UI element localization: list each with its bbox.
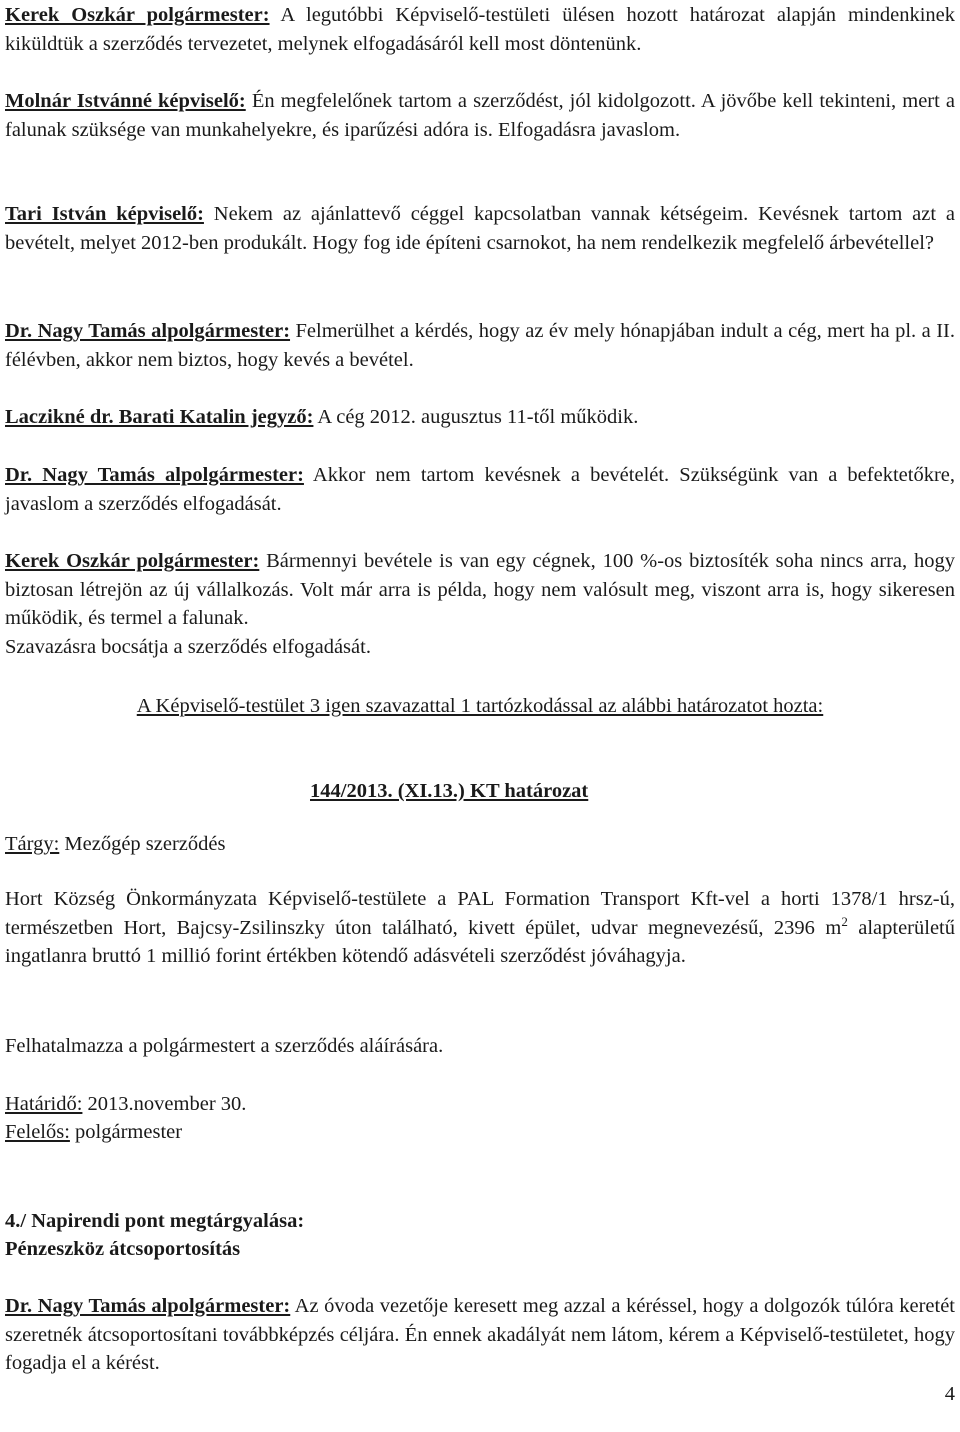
paragraph-nagy-3 — [5, 1292, 955, 1378]
speaker-label: Kerek Oszkár polgármester: — [5, 4, 270, 26]
paragraph-molnar — [5, 87, 955, 144]
speaker-label: Molnár Istvánné képviselő: — [5, 90, 246, 112]
agenda-heading: 4./ Napirendi pont megtárgyalása: — [5, 1210, 305, 1232]
paragraph-nagy-1 — [5, 317, 955, 374]
vote-call: Szavazásra bocsátja a szerződés elfogadását. — [5, 636, 371, 658]
resolution-body-text: Hort Község Önkormányzata Képviselő-testülete a PAL Formation Transport Kft-vel a horti 1378/1 hrsz-ú, természetben Hort, Bajcsy-Zsilinszky úton található, kivett épület, udvar megnevezésű, 2396 m — [5, 888, 955, 939]
vote-result-line: A Képviselő-testület 3 igen szavazattal 1 tartózkodással az alábbi határozatot hozta: — [136, 695, 824, 717]
paragraph-text: A legutóbbi Képviselő-testületi ülésen hozott határozat alapján mindenkinek kiküldtük a szerződés tervezetet, melynek elfogadásáról kell most döntenünk. — [5, 4, 955, 55]
paragraph-text: Az óvoda vezetője keresett meg azzal a kéréssel, hogy a dolgozók túlóra keretét szeretnék átcsoportosítani továbbképzés céljára. Én ennek akadályát nem látom, kérem a Képviselő-testületet, hogy fogadja el a kérést. — [5, 1295, 955, 1374]
paragraph-text: A cég 2012. augusztus 11-től működik. — [313, 406, 639, 428]
speaker-label: Dr. Nagy Tamás alpolgármester: — [5, 464, 304, 486]
deadline-value: 2013.november 30. — [82, 1093, 247, 1115]
responsible-label: Felelős: — [5, 1121, 70, 1143]
resolution-subject — [5, 830, 955, 859]
resolution-number: 144/2013. (XI.13.) KT határozat — [310, 780, 589, 802]
speaker-label: Kerek Oszkár polgármester: — [5, 550, 260, 572]
paragraph-tari — [5, 200, 955, 257]
resolution-deadline — [5, 1090, 955, 1119]
speaker-label: Dr. Nagy Tamás alpolgármester: — [5, 1295, 291, 1317]
paragraph-text: Én megfelelőnek tartom a szerződést, jól kidolgozott. A jövőbe kell tekinteni, mert a falunak szüksége van munkahelyekre, és iparűzési adóra is. Elfogadásra javaslom. — [5, 90, 956, 141]
agenda-subheading: Pénzeszköz átcsoportosítás — [5, 1238, 241, 1260]
speaker-label: Laczikné dr. Barati Katalin jegyző: — [5, 406, 314, 428]
paragraph-text: Bármennyi bevétele is van egy cégnek, 100 %-os biztosíték soha nincs arra, hogy biztosan létrejön az új vállalkozás. Volt már arra is példa, hogy nem valósult meg, viszont arra is, hogy sikeresen működik, és termel a falunak. — [5, 550, 955, 629]
resolution-authorization: Felhatalmazza a polgármestert a szerződés aláírására. — [5, 1035, 444, 1057]
page-number: 4 — [944, 1383, 955, 1405]
paragraph-text: Nekem az ajánlattevő céggel kapcsolatban vannak kétségeim. Kevésnek tartom azt a bevételt, melyet 2012-ben produkált. Hogy fog ide építeni csarnokot, ha nem rendelkezik megfelelő árbevétellel? — [5, 203, 955, 254]
paragraph-notary — [5, 403, 955, 432]
paragraph-text: Felmerülhet a kérdés, hogy az év mely hónapjában indult a cég, mert ha pl. a II. félévben, akkor nem biztos, hogy kevés a bevétel. — [5, 320, 955, 371]
resolution-responsible — [5, 1118, 955, 1147]
deadline-label: Határidő: — [5, 1093, 83, 1115]
speaker-label: Tari István képviselő: — [5, 203, 204, 225]
paragraph-mayor-2 — [5, 547, 955, 633]
subject-value: Mezőgép szerződés — [59, 833, 226, 855]
subject-label: Tárgy: — [5, 833, 60, 855]
paragraph-text: Akkor nem tartom kevésnek a bevételét. Szükségünk van a befektetőkre, javaslom a szerződés elfogadását. — [5, 464, 955, 515]
resolution-body — [5, 885, 955, 971]
resolution-body-text-end: alapterületű ingatlanra bruttó 1 millió forint értékben kötendő adásvételi szerződést jóváhagyja. — [5, 916, 955, 967]
responsible-value: polgármester — [69, 1121, 183, 1143]
paragraph-nagy-2 — [5, 461, 955, 518]
speaker-label: Dr. Nagy Tamás alpolgármester: — [5, 320, 291, 342]
paragraph-mayor-intro — [5, 1, 955, 58]
area-superscript: 2 — [841, 913, 848, 929]
